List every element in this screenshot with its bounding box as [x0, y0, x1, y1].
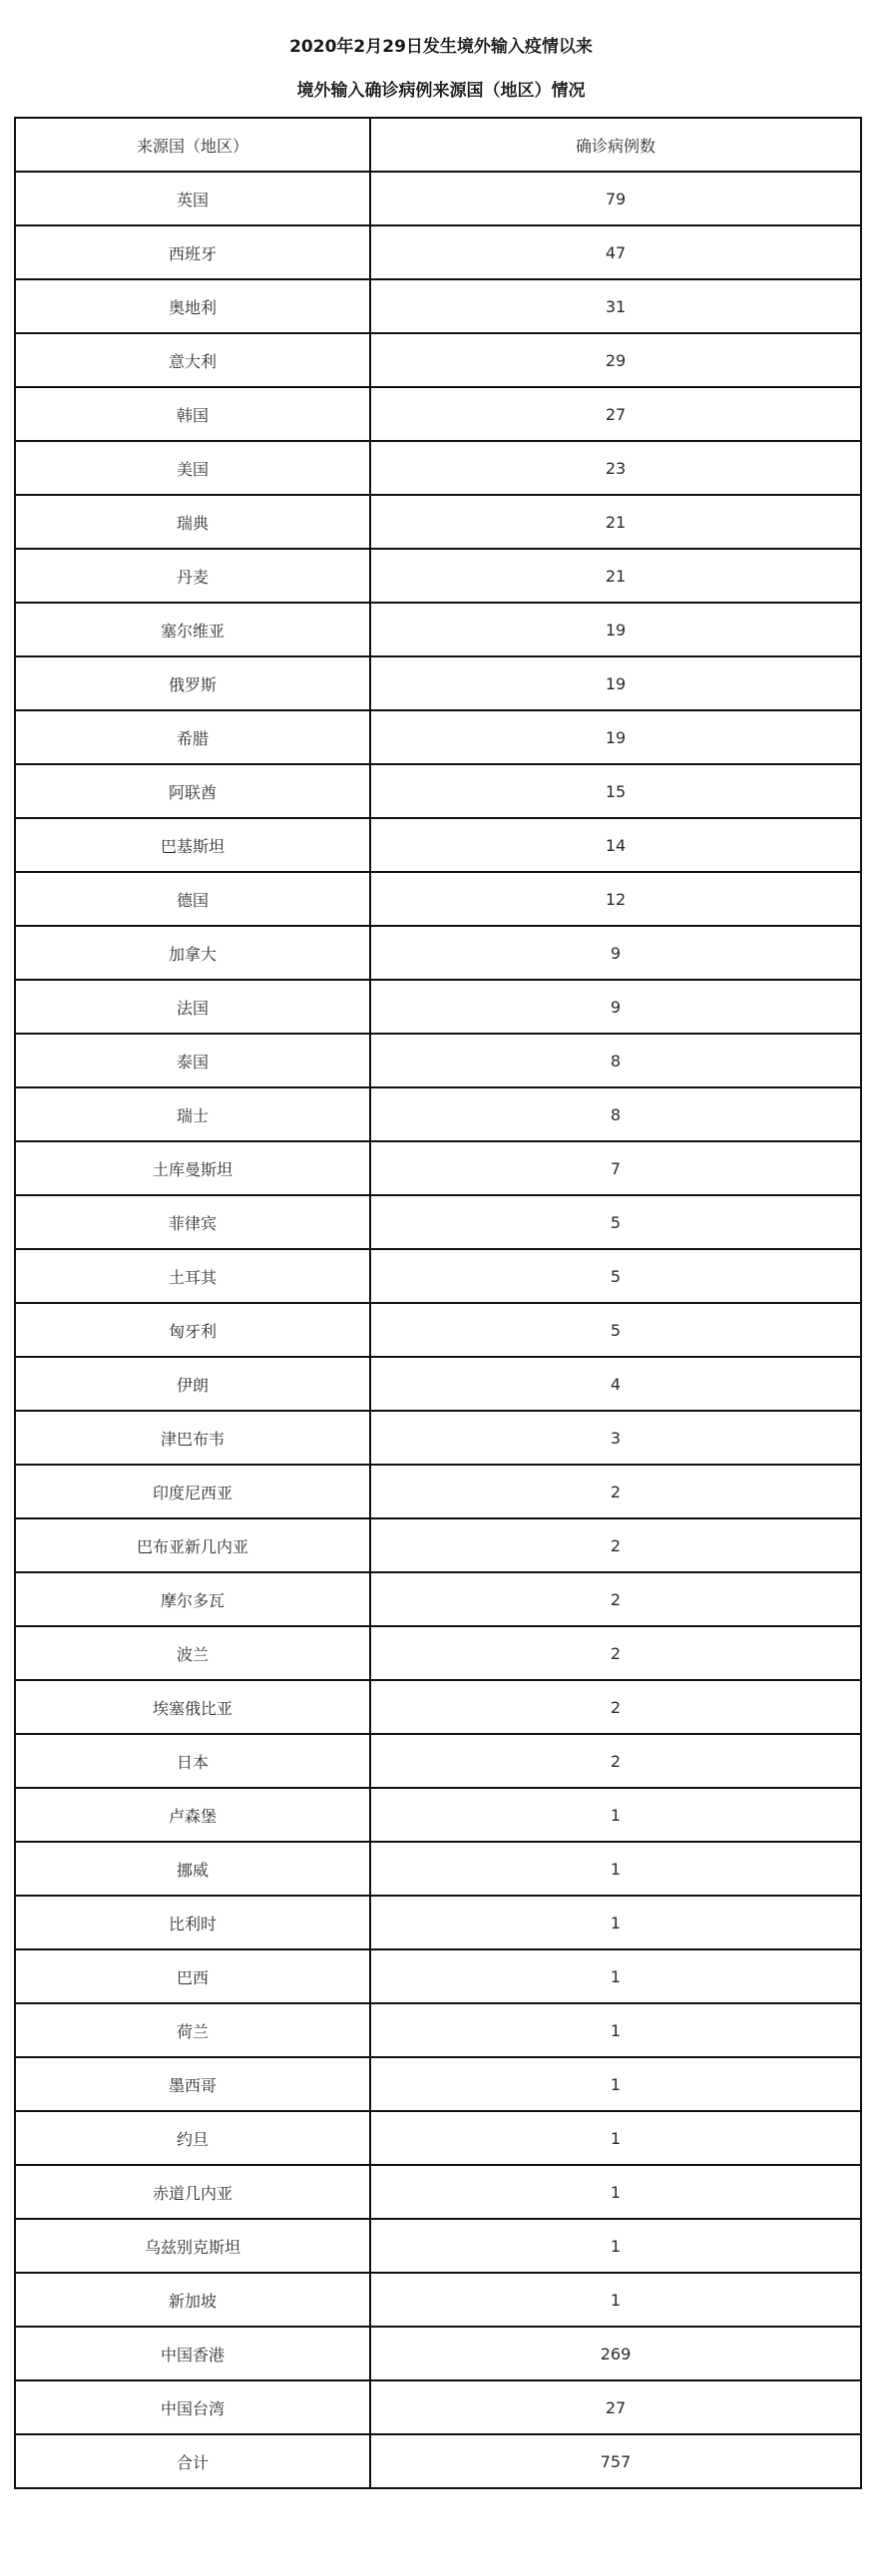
cases-cell: 1	[370, 2273, 861, 2327]
country-cell: 匈牙利	[15, 1303, 370, 1357]
country-cell: 挪威	[15, 1842, 370, 1896]
cases-cell: 2	[370, 1518, 861, 1572]
country-cell: 印度尼西亚	[15, 1465, 370, 1518]
cases-cell: 21	[370, 495, 861, 549]
cases-cell: 5	[370, 1303, 861, 1357]
country-cell: 土耳其	[15, 1249, 370, 1303]
country-cell: 巴基斯坦	[15, 818, 370, 872]
table-row	[15, 1680, 861, 1734]
table-row	[15, 926, 861, 980]
country-cell: 约旦	[15, 2111, 370, 2165]
table-row	[15, 2219, 861, 2273]
table-row	[15, 2057, 861, 2111]
table-row	[15, 549, 861, 603]
table-row	[15, 1034, 861, 1087]
country-cell: 中国香港	[15, 2327, 370, 2380]
country-cell: 瑞典	[15, 495, 370, 549]
country-cell: 埃塞俄比亚	[15, 1680, 370, 1734]
cases-cell: 21	[370, 549, 861, 603]
cases-cell: 19	[370, 603, 861, 656]
country-cell: 法国	[15, 980, 370, 1034]
table-row	[15, 1518, 861, 1572]
country-cell: 丹麦	[15, 549, 370, 603]
country-cell: 合计	[15, 2434, 370, 2488]
table-row	[15, 1788, 861, 1842]
country-cell: 乌兹别克斯坦	[15, 2219, 370, 2273]
country-cell: 卢森堡	[15, 1788, 370, 1842]
cases-cell: 19	[370, 710, 861, 764]
table-row	[15, 1734, 861, 1788]
country-cell: 加拿大	[15, 926, 370, 980]
country-cell: 波兰	[15, 1626, 370, 1680]
country-cell: 新加坡	[15, 2273, 370, 2327]
table-row	[15, 2434, 861, 2488]
cases-cell: 47	[370, 225, 861, 279]
country-cell: 津巴布韦	[15, 1411, 370, 1465]
cases-table-container	[14, 117, 862, 2489]
cases-cell: 1	[370, 2057, 861, 2111]
cases-cell: 4	[370, 1357, 861, 1411]
cases-cell: 2	[370, 1572, 861, 1626]
country-cell: 比利时	[15, 1896, 370, 1949]
table-row	[15, 2273, 861, 2327]
table-row	[15, 818, 861, 872]
table-row	[15, 1249, 861, 1303]
table-row	[15, 1357, 861, 1411]
table-row	[15, 1896, 861, 1949]
table-row	[15, 2327, 861, 2380]
cases-cell: 8	[370, 1034, 861, 1087]
cases-cell: 3	[370, 1411, 861, 1465]
table-row	[15, 387, 861, 441]
cases-cell: 27	[370, 2380, 861, 2434]
country-cell: 中国台湾	[15, 2380, 370, 2434]
country-cell: 德国	[15, 872, 370, 926]
cases-cell: 29	[370, 333, 861, 387]
cases-cell: 2	[370, 1626, 861, 1680]
table-row	[15, 656, 861, 710]
cases-cell: 757	[370, 2434, 861, 2488]
table-row	[15, 1087, 861, 1141]
table-row	[15, 495, 861, 549]
table-row	[15, 333, 861, 387]
table-row	[15, 764, 861, 818]
table-header-row	[15, 118, 861, 172]
table-row	[15, 1303, 861, 1357]
table-row	[15, 1195, 861, 1249]
cases-cell: 2	[370, 1465, 861, 1518]
cases-cell: 7	[370, 1141, 861, 1195]
table-row	[15, 1411, 861, 1465]
cases-cell: 79	[370, 172, 861, 225]
cases-cell: 1	[370, 2165, 861, 2219]
country-cell: 菲律宾	[15, 1195, 370, 1249]
table-row	[15, 1626, 861, 1680]
page-title: 2020年2月29日发生境外输入疫情以来	[289, 37, 593, 57]
cases-cell: 1	[370, 2003, 861, 2057]
table-row	[15, 1842, 861, 1896]
table-title: 境外输入确诊病例来源国（地区）情况	[296, 81, 586, 101]
cases-cell: 1	[370, 1896, 861, 1949]
table-row	[15, 1141, 861, 1195]
cases-cell: 2	[370, 1680, 861, 1734]
country-cell: 日本	[15, 1734, 370, 1788]
cases-cell: 1	[370, 1842, 861, 1896]
table-body	[15, 172, 861, 2488]
table-row	[15, 603, 861, 656]
country-cell: 墨西哥	[15, 2057, 370, 2111]
table-row	[15, 2165, 861, 2219]
table-row	[15, 441, 861, 495]
cases-cell: 1	[370, 1949, 861, 2003]
table-row	[15, 225, 861, 279]
country-cell: 摩尔多瓦	[15, 1572, 370, 1626]
cases-cell: 12	[370, 872, 861, 926]
country-cell: 意大利	[15, 333, 370, 387]
country-cell: 荷兰	[15, 2003, 370, 2057]
cases-cell: 1	[370, 1788, 861, 1842]
table-row	[15, 1572, 861, 1626]
cases-cell: 2	[370, 1734, 861, 1788]
country-cell: 阿联酋	[15, 764, 370, 818]
cases-cell: 31	[370, 279, 861, 333]
cases-cell: 1	[370, 2219, 861, 2273]
cases-cell: 19	[370, 656, 861, 710]
country-cell: 希腊	[15, 710, 370, 764]
country-cell: 奥地利	[15, 279, 370, 333]
table-row	[15, 1949, 861, 2003]
country-cell: 美国	[15, 441, 370, 495]
cases-cell: 8	[370, 1087, 861, 1141]
country-cell: 西班牙	[15, 225, 370, 279]
table-row	[15, 172, 861, 225]
cases-cell: 1	[370, 2111, 861, 2165]
header-cases: 确诊病例数	[370, 118, 861, 172]
country-cell: 伊朗	[15, 1357, 370, 1411]
table-row	[15, 2003, 861, 2057]
country-cell: 韩国	[15, 387, 370, 441]
table-row	[15, 279, 861, 333]
cases-cell: 23	[370, 441, 861, 495]
table-row	[15, 1465, 861, 1518]
cases-table	[14, 117, 862, 2489]
table-row	[15, 872, 861, 926]
cases-cell: 15	[370, 764, 861, 818]
header-country: 来源国（地区）	[15, 118, 370, 172]
country-cell: 塞尔维亚	[15, 603, 370, 656]
country-cell: 瑞士	[15, 1087, 370, 1141]
table-row	[15, 2380, 861, 2434]
country-cell: 泰国	[15, 1034, 370, 1087]
country-cell: 巴西	[15, 1949, 370, 2003]
country-cell: 赤道几内亚	[15, 2165, 370, 2219]
cases-cell: 5	[370, 1249, 861, 1303]
cases-cell: 269	[370, 2327, 861, 2380]
table-row	[15, 710, 861, 764]
country-cell: 土库曼斯坦	[15, 1141, 370, 1195]
cases-cell: 9	[370, 980, 861, 1034]
cases-cell: 14	[370, 818, 861, 872]
country-cell: 俄罗斯	[15, 656, 370, 710]
cases-cell: 27	[370, 387, 861, 441]
cases-cell: 5	[370, 1195, 861, 1249]
table-row	[15, 980, 861, 1034]
country-cell: 巴布亚新几内亚	[15, 1518, 370, 1572]
table-row	[15, 2111, 861, 2165]
cases-cell: 9	[370, 926, 861, 980]
country-cell: 英国	[15, 172, 370, 225]
